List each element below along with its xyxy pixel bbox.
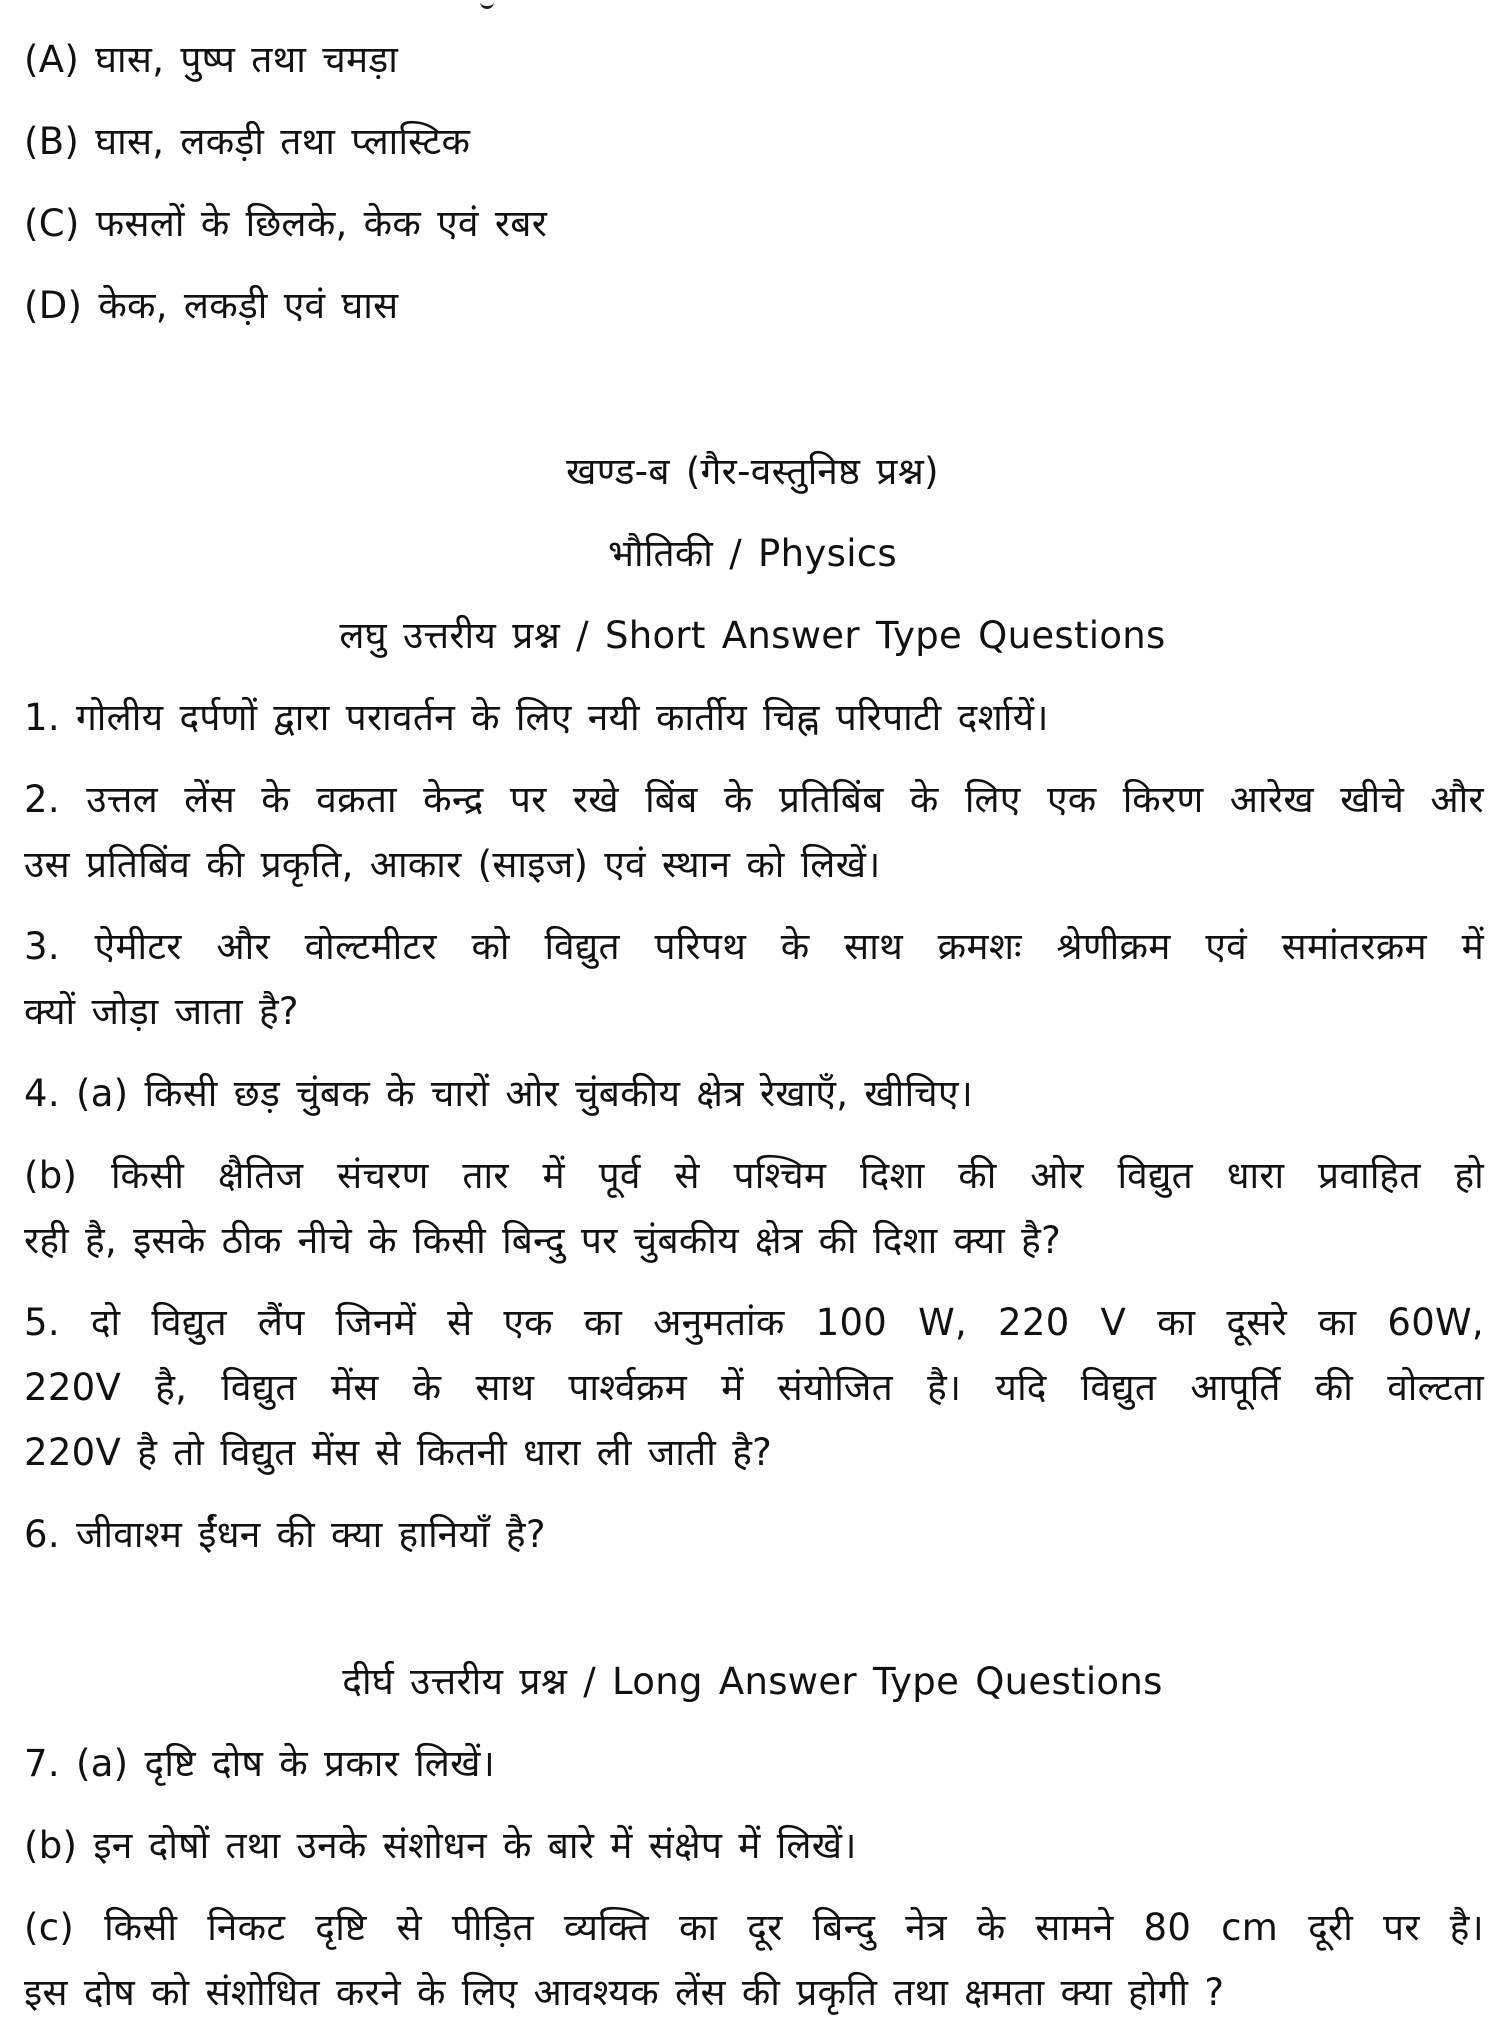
section-heading: खण्ड-ब (गैर-वस्तुनिष्ठ प्रश्न) (566, 450, 939, 493)
subject-heading: भौतिकी / Physics (608, 532, 897, 575)
question-7c-line-1: (c) किसी निकट दृष्टि से पीड़ित व्यक्ति का दूर बिन्दु नेत्र के सामने 80 cm दूरी पर है। (24, 1906, 1484, 1949)
long-answer-heading: दीर्घ उत्तरीय प्रश्न / Long Answer Type Questions (342, 1660, 1163, 1703)
option-b: (B) घास, लकड़ी तथा प्लास्टिक (24, 120, 471, 163)
question-3-line-1: 3. ऐमीटर और वोल्टमीटर को विद्युत परिपथ के साथ क्रमशः श्रेणीक्रम एवं समांतरक्रम में (24, 925, 1484, 968)
question-5-line-3: 220V है तो विद्युत मेंस से कितनी धारा ली जाती है? (24, 1431, 773, 1474)
question-4b-line-2: रही है, इसके ठीक नीचे के किसी बिन्दु पर चुंबकीय क्षेत्र की दिशा क्या है? (24, 1219, 1062, 1262)
question-6: 6. जीवाश्म ईंधन की क्या हानियाँ है? (24, 1513, 546, 1556)
question-1: 1. गोलीय दर्पणों द्वारा परावर्तन के लिए नयी कार्तीय चिह्न परिपाटी दर्शायें। (24, 696, 1049, 739)
option-a: (A) घास, पुष्प तथा चमड़ा (24, 38, 399, 81)
question-2-line-2: उस प्रतिबिंव की प्रकृति, आकार (साइज) एवं स्थान को लिखें। (24, 843, 881, 886)
question-5-line-2: 220V है, विद्युत मेंस के साथ पार्श्वक्रम में संयोजित है। यदि विद्युत आपूर्ति की वोल्टता (24, 1366, 1484, 1409)
short-answer-heading: लघु उत्तरीय प्रश्न / Short Answer Type Questions (339, 614, 1166, 657)
option-c: (C) फसलों के छिलके, केक एवं रबर (24, 202, 548, 245)
question-4a: 4. (a) किसी छड़ चुंबक के चारों ओर चुंबकीय क्षेत्र रेखाएँ, खीचिए। (24, 1072, 974, 1115)
question-4b-line-1: (b) किसी क्षैतिज संचरण तार में पूर्व से पश्चिम दिशा की ओर विद्युत धारा प्रवाहित हो (24, 1154, 1484, 1197)
question-2-line-1: 2. उत्तल लेंस के वक्रता केन्द्र पर रखे बिंब के प्रतिबिंब के लिए एक किरण आरेख खीचे और (24, 778, 1484, 821)
question-5-line-1: 5. दो विद्युत लैंप जिनमें से एक का अनुमतांक 100 W, 220 V का दूसरे का 60W, (24, 1301, 1484, 1344)
question-7c-line-2: इस दोष को संशोधित करने के लिए आवश्यक लेंस की प्रकृति तथा क्षमता क्या होगी ? (24, 1971, 1225, 2014)
question-7a: 7. (a) दृष्टि दोष के प्रकार लिखें। (24, 1742, 496, 1785)
question-3-line-2: क्यों जोड़ा जाता है? (24, 990, 299, 1033)
option-d: (D) केक, लकड़ी एवं घास (24, 284, 399, 327)
cut-off-text-fragment (480, 0, 494, 9)
question-7b: (b) इन दोषों तथा उनके संशोधन के बारे में संक्षेप में लिखें। (24, 1824, 857, 1867)
